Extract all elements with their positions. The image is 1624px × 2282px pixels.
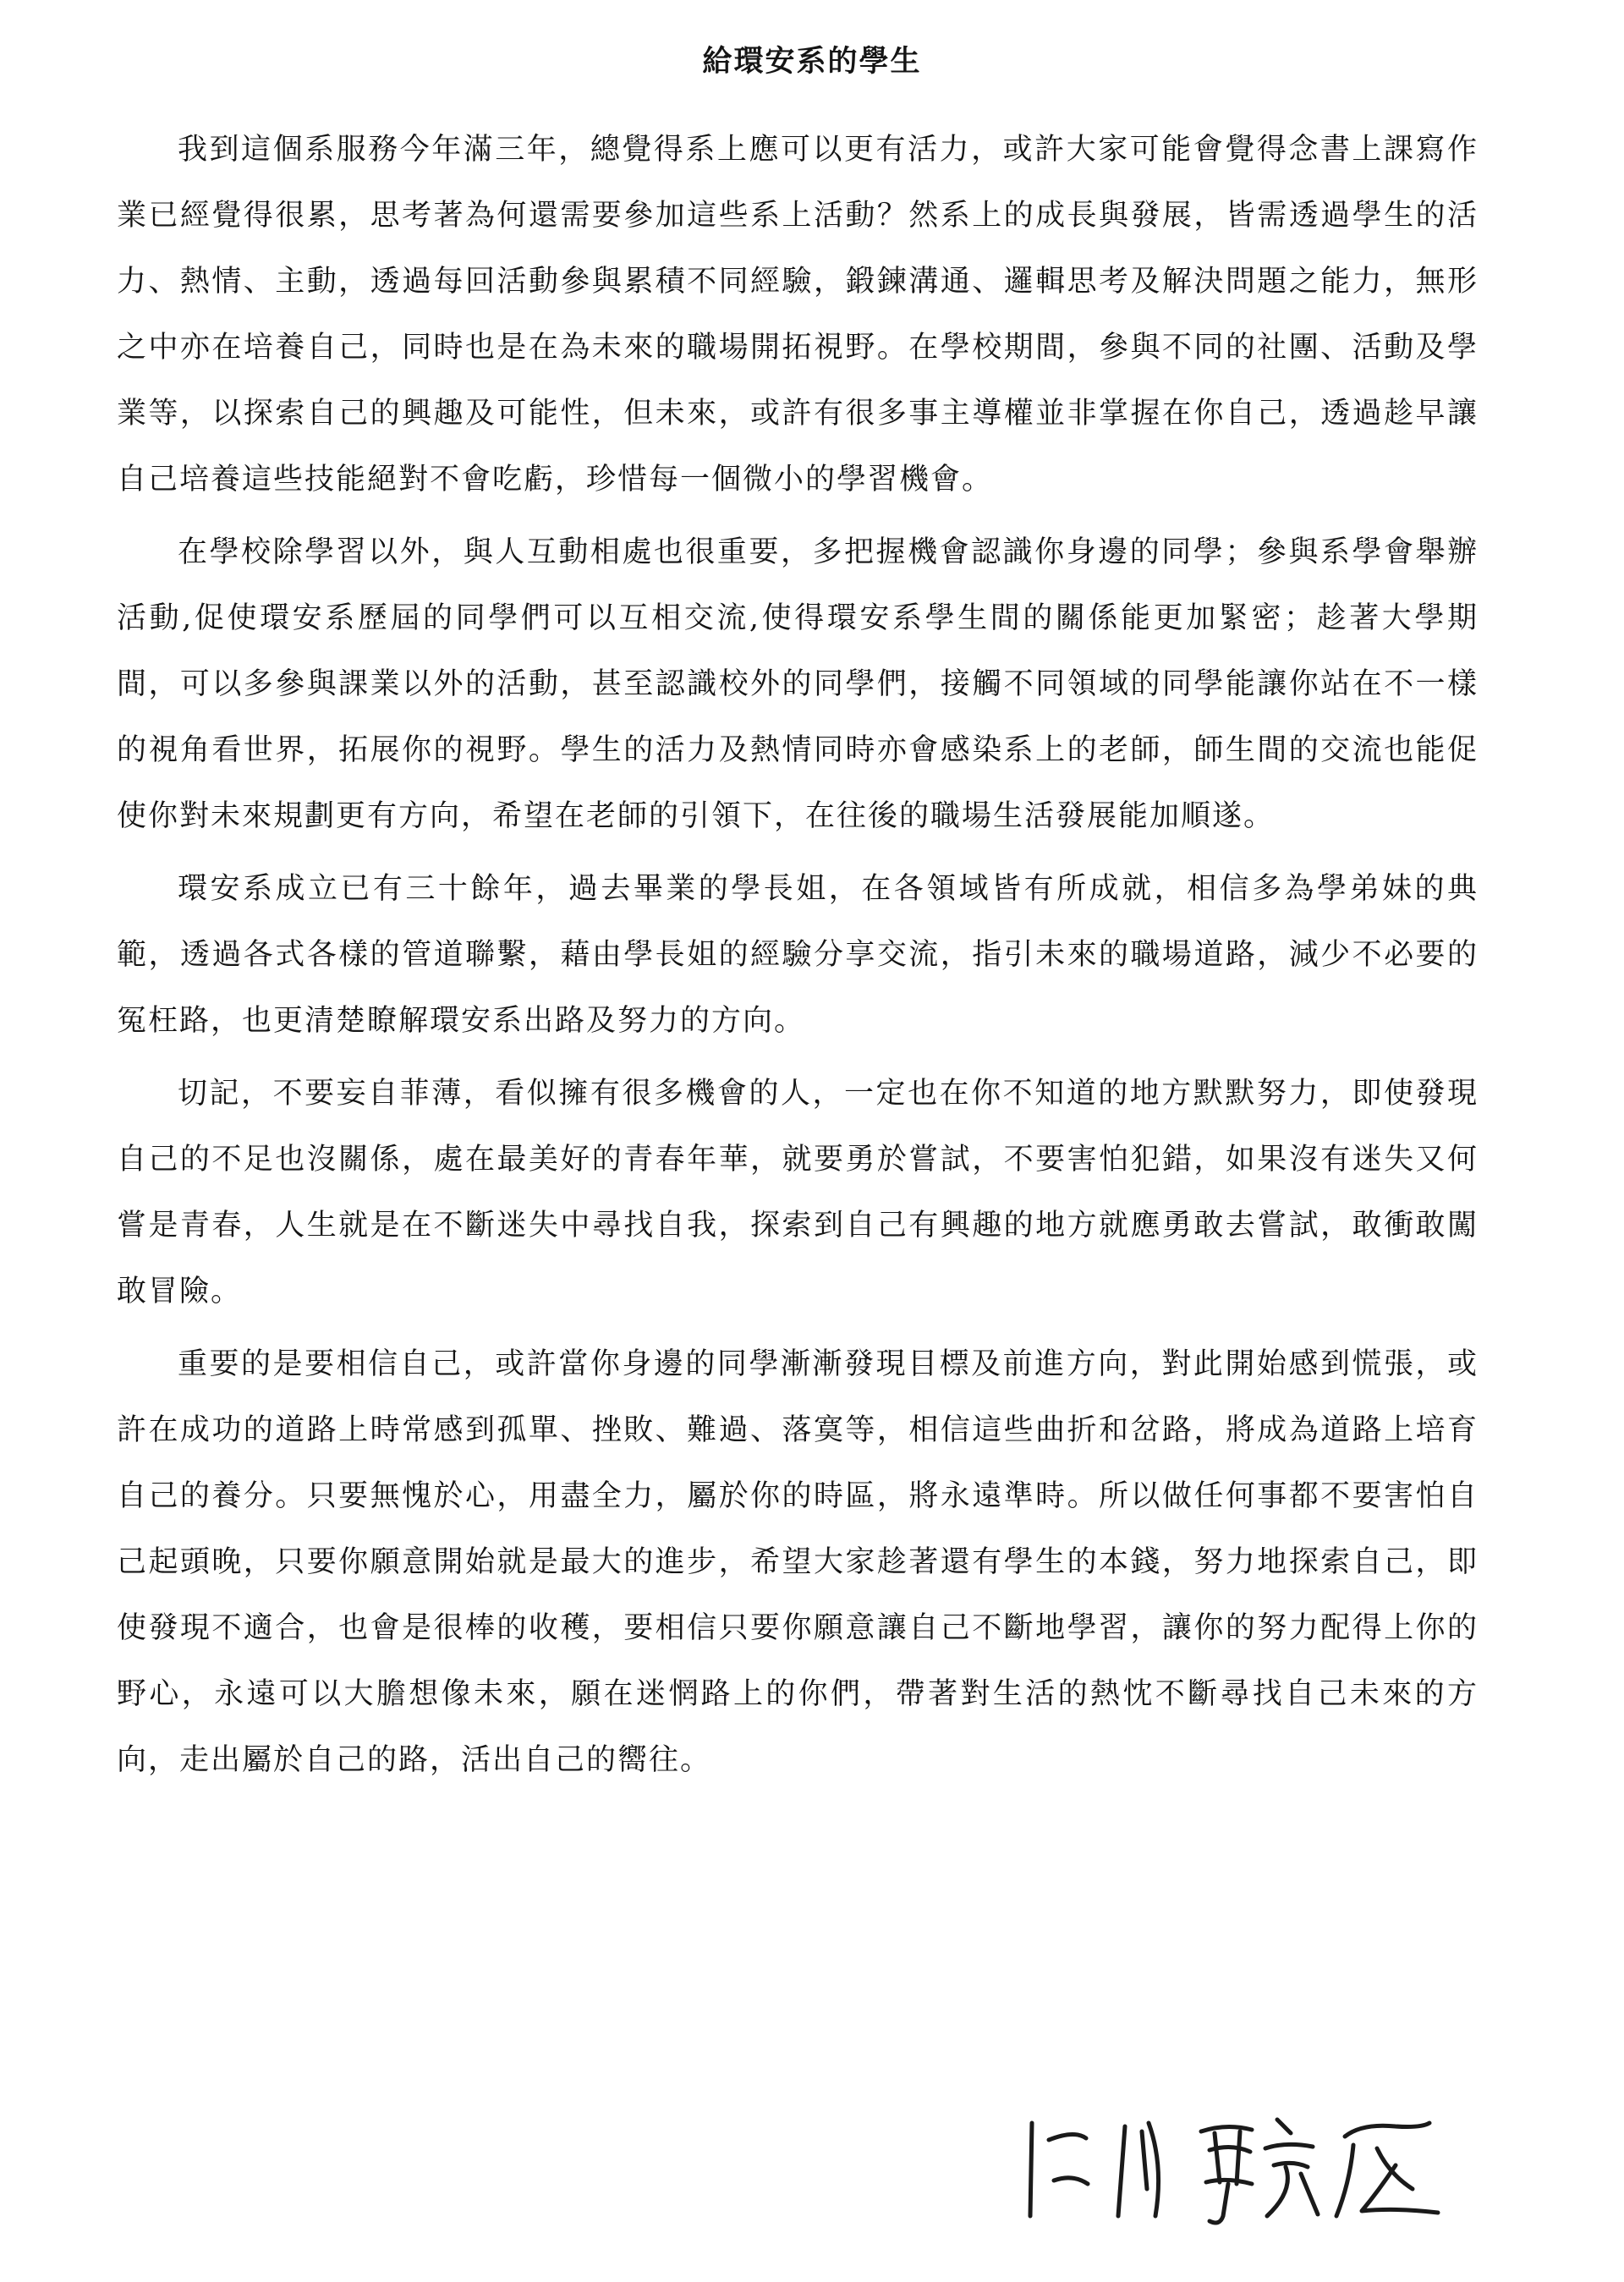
paragraph-4: 切記，不要妄自菲薄，看似擁有很多機會的人，一定也在你不知道的地方默默努力，即使發現自己的不足也沒關係，處在最美好的青春年華，就要勇於嘗試，不要害怕犯錯，如果沒有迷失又何嘗是青春，人生就是在不斷迷失中尋找自我，探索到自己有興趣的地方就應勇敢去嘗試，敢衝敢闖敢冒險。 [117, 1077, 1479, 1308]
paragraph-3: 環安系成立已有三十餘年，過去畢業的學長姐，在各領域皆有所成就，相信多為學弟妹的典範，透過各式各樣的管道聯繫，藉由學長姐的經驗分享交流，指引未來的職場道路，減少不必要的冤枉路，也更清楚瞭解環安系出路及努力的方向。 [117, 872, 1479, 1038]
signature-drawing [998, 2089, 1455, 2241]
letter-body [117, 117, 1479, 1793]
paragraph-5: 重要的是要相信自己，或許當你身邊的同學漸漸發現目標及前進方向，對此開始感到慌張，或許在成功的道路上時常感到孤單、挫敗、難過、落寞等，相信這些曲折和岔路，將成為道路上培育自己的養分。只要無愧於心，用盡全力，屬於你的時區，將永遠準時。所以做任何事都不要害怕自己起頭晚，只要你願意開始就是最大的進步，希望大家趁著還有學生的本錢，努力地探索自己，即使發現不適合，也會是很棒的收穫，要相信只要你願意讓自己不斷地學習，讓你的努力配得上你的野心，永遠可以大膽想像未來，願在迷惘路上的你們，帶著對生活的熱忱不斷尋找自己未來的方向，走出屬於自己的路，活出自己的嚮往。 [117, 1347, 1479, 1777]
paragraph-2: 在學校除學習以外，與人互動相處也很重要，多把握機會認識你身邊的同學；參與系學會舉辦活動,促使環安系歷屆的同學們可以互相交流,使得環安系學生間的關係能更加緊密；趁著大學期間，可以多參與課業以外的活動，甚至認識校外的同學們，接觸不同領域的同學能讓你站在不一樣的視角看世界，拓展你的視野。學生的活力及熱情同時亦會感染系上的老師，師生間的交流也能促使你對未來規劃更有方向，希望在老師的引領下，在往後的職場生活發展能加順遂。 [117, 535, 1479, 833]
handwritten-signature [998, 2089, 1455, 2241]
paragraph-1: 我到這個系服務今年滿三年，總覺得系上應可以更有活力，或許大家可能會覺得念書上課寫作業已經覺得很累，思考著為何還需要參加這些系上活動？然系上的成長與發展，皆需透過學生的活力、熱情、主動，透過每回活動參與累積不同經驗，鍛鍊溝通、邏輯思考及解決問題之能力，無形之中亦在培養自己，同時也是在為未來的職場開拓視野。在學校期間，參與不同的社團、活動及學業等，以探索自己的興趣及可能性，但未來，或許有很多事主導權並非掌握在你自己，透過趁早讓自己培養這些技能絕對不會吃虧，珍惜每一個微小的學習機會。 [117, 133, 1479, 496]
letter-title: 給環安系的學生 [702, 44, 922, 79]
